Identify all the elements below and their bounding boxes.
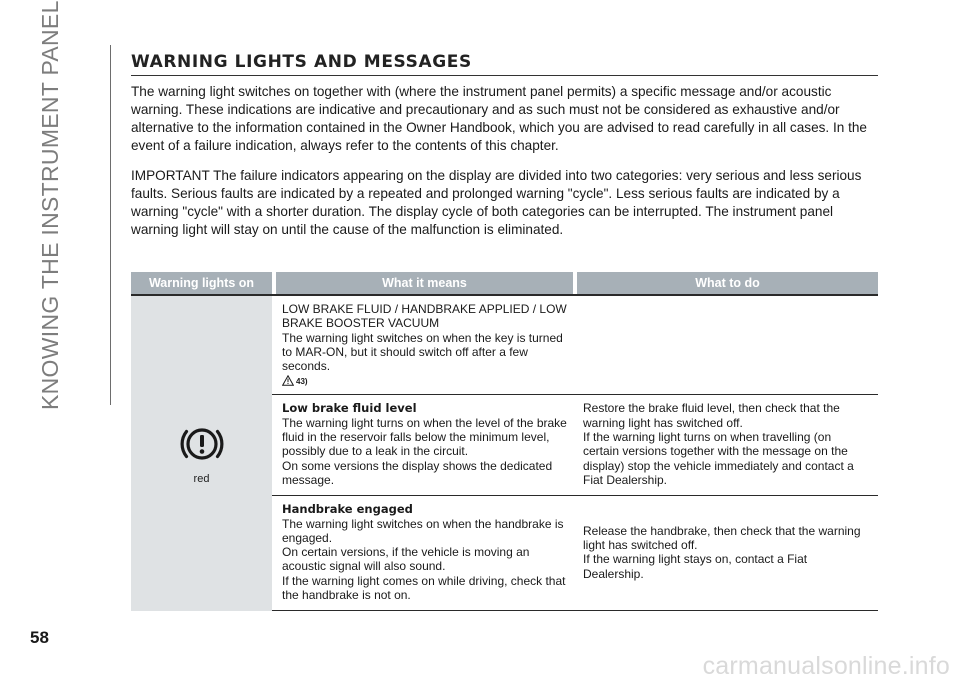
action-text: Restore the brake fluid level, then check that the warning light has switched off. [582,401,840,430]
table-row [272,496,878,611]
table-header [131,272,878,294]
meaning-text: The warning light switches on when the key is turned to MAR-ON, but it should switch off after a few seconds. [282,330,563,374]
page-number: 58 [30,628,49,647]
meaning-cell [272,395,568,495]
action-cell [568,395,878,495]
important-paragraph: IMPORTANT The failure indicators appearing on the display are divided into two categories: very serious and less serious faults. Serious faults are indicated by a repeated and prolonged warning "cycle". Less serious faults are indicated by a warning "cycle" with a shorter duration. The display cycle of both categories can be interrupted. The instrument panel warning light will stay on until the cause of the malfunction is eliminated. [131,168,862,237]
meaning-text: On some versions the display shows the dedicated message. [282,458,553,487]
watermark: carmanualsonline.info [702,652,950,680]
meaning-title: Handbrake engaged [282,502,413,517]
action-cell [568,296,878,394]
header-what-to-do: What to do [577,272,878,294]
section-heading: WARNING LIGHTS AND MESSAGES [131,52,472,72]
header-what-it-means: What it means [276,272,573,294]
meaning-title: LOW BRAKE FLUID / HANDBRAKE APPLIED / LOW BRAKE BOOSTER VACUUM [282,302,567,331]
brake-warning-icon [178,420,226,468]
table-row [272,296,878,395]
lamp-column [131,296,272,611]
warning-reference [282,375,568,386]
side-divider [110,45,111,405]
intro-paragraph: The warning light switches on together with (where the instrument panel permits) a specific message and/or acoustic warning. These indications are indicative and precautionary and as such must not be considered as exhaustive and/or alternative to the information contained in the Owner Handbook, which you are advised to read carefully in all cases. In the event of a failure indication, always refer to the contents of this chapter. [131,84,867,153]
header-warning-lights: Warning lights on [131,272,272,294]
meaning-cell [272,496,568,610]
table-body [131,296,878,611]
action-text: Release the handbrake, then check that the warning light has switched off. [582,523,861,552]
heading-divider [131,75,878,76]
lamp-color-caption: red [193,473,210,485]
action-text: If the warning light turns on when travelling (on certain versions together with the message on the display) stop the vehicle immediately and contact a Fiat Dealership. [582,430,854,487]
meaning-text: The warning light turns on when the level of the brake fluid in the reservoir falls below the minimum level, possibly due to a leak in the circuit. [282,415,567,459]
warning-lights-table [131,272,878,611]
warning-triangle-icon [282,375,294,386]
meaning-title: Low brake fluid level [282,401,417,416]
table-rows [272,296,878,611]
side-title-text: KNOWING THE INSTRUMENT PANEL [37,0,63,410]
meaning-text: If the warning light comes on while driving, check that the handbrake is not on. [282,573,566,603]
main-content [131,52,878,239]
meaning-text: The warning light switches on when the handbrake is engaged. [282,516,564,545]
action-cell [568,496,878,610]
table-row [272,395,878,496]
meaning-text: On certain versions, if the vehicle is moving an acoustic signal will also sound. [282,545,530,574]
sidebar [0,0,112,683]
warning-reference-number: 43) [296,377,308,387]
meaning-cell [272,296,568,394]
action-text: If the warning light stays on, contact a Fiat Dealership. [582,552,808,581]
section-side-title [28,0,72,410]
